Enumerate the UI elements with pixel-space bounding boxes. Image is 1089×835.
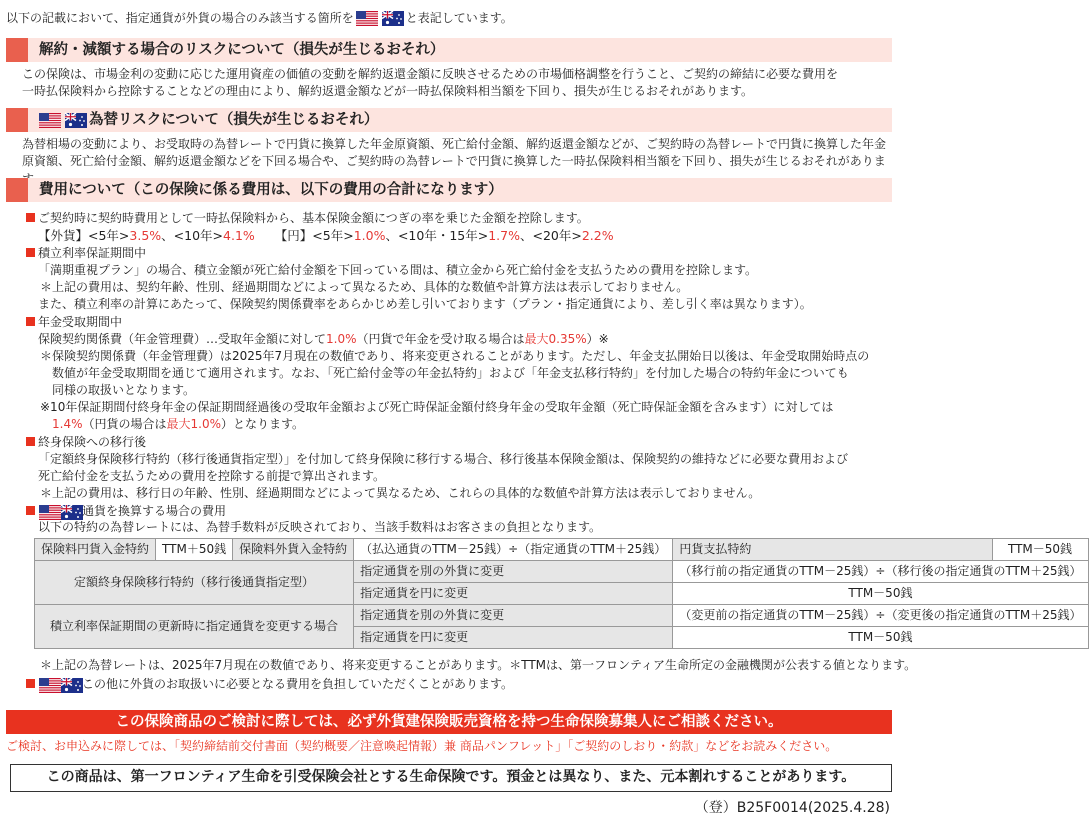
rate-label: 、<20年>	[519, 228, 582, 243]
rate-value: 1.4%	[52, 417, 83, 431]
cost-accumulation-heading	[26, 245, 146, 262]
au-flag-icon	[61, 678, 81, 691]
note-line: ※10年保証期間付終身年金の保証期間経過後の受取年金額および死亡時保証金額付終身年金の受取年金額（死亡時保証金額を含みます）に対しては	[40, 400, 834, 414]
cost-initial	[26, 210, 589, 227]
note-line: ＊上記の為替レートは、2025年7月現在の数値であり、将来変更することがあります。＊TTMは、第一フロンティア生命所定の金融機関が公表する値となります。	[40, 658, 917, 672]
table-cell: TTM－50銭	[992, 539, 1088, 561]
text-line: 原資額、死亡給付金額、解約返還金額などを下回る場合や、ご契約時の為替レートで円貨に換算した一時払保険料相当額を下回り、損失が生じるおそれがありま	[22, 154, 886, 169]
note-line: 同様の取扱いとなります。	[52, 383, 196, 397]
table-cell: 保険料外貨入金特約	[233, 539, 354, 561]
product-disclaimer-box: この商品は、第一フロンティア生命を引受保険会社とする生命保険です。預金とは異なり、また、元本割れすることがあります。	[10, 764, 892, 792]
au-flag-icon	[65, 113, 87, 128]
text-line: 一時払保険料から控除することなどの理由により、解約返還金額などが一時払保険料相当額を下回り、損失が生じるおそれがあります。	[22, 84, 754, 99]
section-title-text: 為替リスクについて（損失が生じるおそれ）	[89, 112, 379, 128]
us-flag-icon	[39, 505, 59, 518]
note-line: ＊上記の費用は、契約年齢、性別、経過期間などによって異なるため、具体的な数値や計算方法は表示しておりません。	[40, 280, 689, 294]
rate-value: 3.5%	[129, 228, 162, 243]
rate-label: 、<10年>	[161, 228, 224, 243]
table-cell: 指定通貨を円に変更	[354, 583, 673, 605]
table-cell: （移行前の指定通貨のTTM－25銭）÷（移行後の指定通貨のTTM＋25銭）	[673, 561, 1088, 583]
subheading: 年金受取期間中	[38, 315, 123, 329]
table-cell: （変更前の指定通貨のTTM－25銭）÷（変更後の指定通貨のTTM＋25銭）	[673, 605, 1088, 627]
us-flag-icon	[39, 678, 59, 691]
rate-value: 1.0%	[353, 228, 386, 243]
intro-text	[6, 10, 513, 27]
text-line: 死亡給付金を支払うための費用を控除する前提で算出されます。	[38, 469, 386, 483]
text: ）※	[586, 332, 609, 346]
rate-label: 【円】<5年>	[274, 228, 354, 243]
text-line: 「満期重視プラン」の場合、積立金額が死亡給付金額を下回っている間は、積立金から死亡給付金を支払うための費用を控除します。	[38, 263, 758, 277]
read-documents-warning: ご検討、お申込みに際しては、「契約締結前交付書面（契約概要／注意喚起情報）兼 商品パンフレット」「ご契約のしおり・約款」などをお読みください。	[6, 739, 838, 753]
table-row	[35, 561, 1089, 583]
note-line: ＊上記の費用は、移行日の年齢、性別、経過期間などによって異なるため、これらの具体的な数値や計算方法は表示しておりません。	[40, 486, 761, 500]
text: 保険契約関係費（年金管理費）…受取年金額に対して	[38, 332, 327, 346]
rate-label: 、<10年・15年>	[385, 228, 489, 243]
table-cell: 指定通貨を別の外貨に変更	[354, 561, 673, 583]
table-row	[35, 605, 1089, 627]
table-cell: 指定通貨を円に変更	[354, 627, 673, 649]
section-body-surrender-risk	[22, 66, 892, 101]
rate-value: 最大0.35%	[524, 332, 587, 346]
rate-value: 1.0%	[326, 332, 357, 346]
cost-annuity-heading	[26, 314, 122, 331]
intro-post: と表記しています。	[405, 11, 513, 25]
section-title: 解約・減額する場合のリスクについて（損失が生じるおそれ）	[39, 42, 445, 58]
section-header-costs	[6, 178, 892, 202]
cost-text: ご契約時に契約時費用として一時払保険料から、基本保険金額につぎの率を乗じた金額を控除します。	[38, 211, 589, 225]
note-line: ＊保険契約関係費（年金管理費）は2025年7月現在の数値であり、将来変更されることがあります。ただし、年金支払開始日以後は、年金受取開始時点の	[40, 349, 870, 363]
table-row	[35, 539, 1089, 561]
text-line: この保険は、市場金利の変動に応じた運用資産の価値の変動を解約返還金額に反映させるための市場価格調整を行うこと、ご契約の締結に必要な費用を	[22, 67, 839, 81]
intro-pre: 以下の記載において、指定通貨が外貨の場合のみ該当する箇所を	[6, 11, 354, 25]
rate-value: 1.7%	[488, 228, 520, 243]
us-flag-icon	[39, 113, 61, 128]
note-line	[52, 416, 304, 433]
au-flag-icon	[61, 505, 81, 518]
note-text: この他に外貨のお取扱いに必要となる費用を負担していただくことがあります。	[82, 677, 514, 691]
text: ）となります。	[221, 417, 305, 431]
extra-cost-note	[26, 676, 513, 693]
au-flag-icon	[382, 11, 404, 26]
note-line: 数値が年金受取期間を通じて適用されます。なお、「死亡給付金等の年金払特約」および「年金支払移行特約」を付加した場合の特約年金についても	[52, 366, 849, 380]
text-line: 為替相場の変動により、お受取時の為替レートで円貨に換算した年金原資額、死亡給付金額、解約返還金額などが、ご契約時の為替レートで円貨に換算した年金	[22, 137, 887, 151]
registration-code: （登）B25F0014(2025.4.28)	[694, 800, 890, 816]
text-line: また、積立利率の計算にあたって、保険契約関係費率をあらかじめ差し引いております（プラン・指定通貨により、差し引く率は異なります）。	[38, 297, 812, 311]
text: （円貨の場合は	[82, 417, 167, 431]
table-cell: 積立利率保証期間の更新時に指定通貨を変更する場合	[35, 605, 354, 649]
cost-conversion-heading	[26, 503, 226, 520]
consult-banner: この保険商品のご検討に際しては、必ず外貨建保険販売資格を持つ生命保険募集人にご相談ください。	[6, 710, 892, 734]
table-cell: 定額終身保険移行特約（移行後通貨指定型）	[35, 561, 354, 605]
text-line: 「定額終身保険移行特約（移行後通貨指定型）」を付加して終身保険に移行する場合、移行後基本保険金額は、保険契約の維持などに必要な費用および	[38, 452, 849, 466]
annuity-fee	[38, 331, 609, 348]
table-cell: （払込通貨のTTM－25銭）÷（指定通貨のTTM＋25銭）	[354, 539, 673, 561]
table-cell: 円貨支払特約	[673, 539, 992, 561]
us-flag-icon	[356, 11, 378, 26]
subheading: 終身保険への移行後	[38, 435, 147, 449]
table-cell: TTM－50銭	[673, 583, 1088, 605]
cost-rates	[38, 227, 614, 245]
fx-rate-table	[34, 538, 1089, 649]
subheading: 積立利率保証期間中	[38, 246, 147, 260]
section-title: 費用について（この保険に係る費用は、以下の費用の合計になります）	[39, 182, 503, 198]
rate-value: 2.2%	[581, 228, 614, 243]
table-cell: 指定通貨を別の外貨に変更	[354, 605, 673, 627]
cost-transfer-heading	[26, 434, 146, 451]
section-header-fx-risk	[6, 108, 892, 132]
table-cell: TTM＋50銭	[156, 539, 233, 561]
rate-value: 最大1.0%	[166, 417, 222, 431]
table-cell: TTM－50銭	[673, 627, 1088, 649]
section-title	[39, 108, 378, 132]
rate-label: 【外貨】<5年>	[38, 228, 130, 243]
text-line: 以下の特約の為替レートには、為替手数料が反映されており、当該手数料はお客さまの負担となります。	[38, 520, 602, 534]
text: （円貨で年金を受け取る場合は	[356, 332, 525, 346]
section-header-surrender-risk	[6, 38, 892, 62]
table-cell: 保険料円貨入金特約	[35, 539, 156, 561]
subheading: 通貨を換算する場合の費用	[82, 504, 227, 518]
rate-value: 4.1%	[223, 228, 255, 243]
